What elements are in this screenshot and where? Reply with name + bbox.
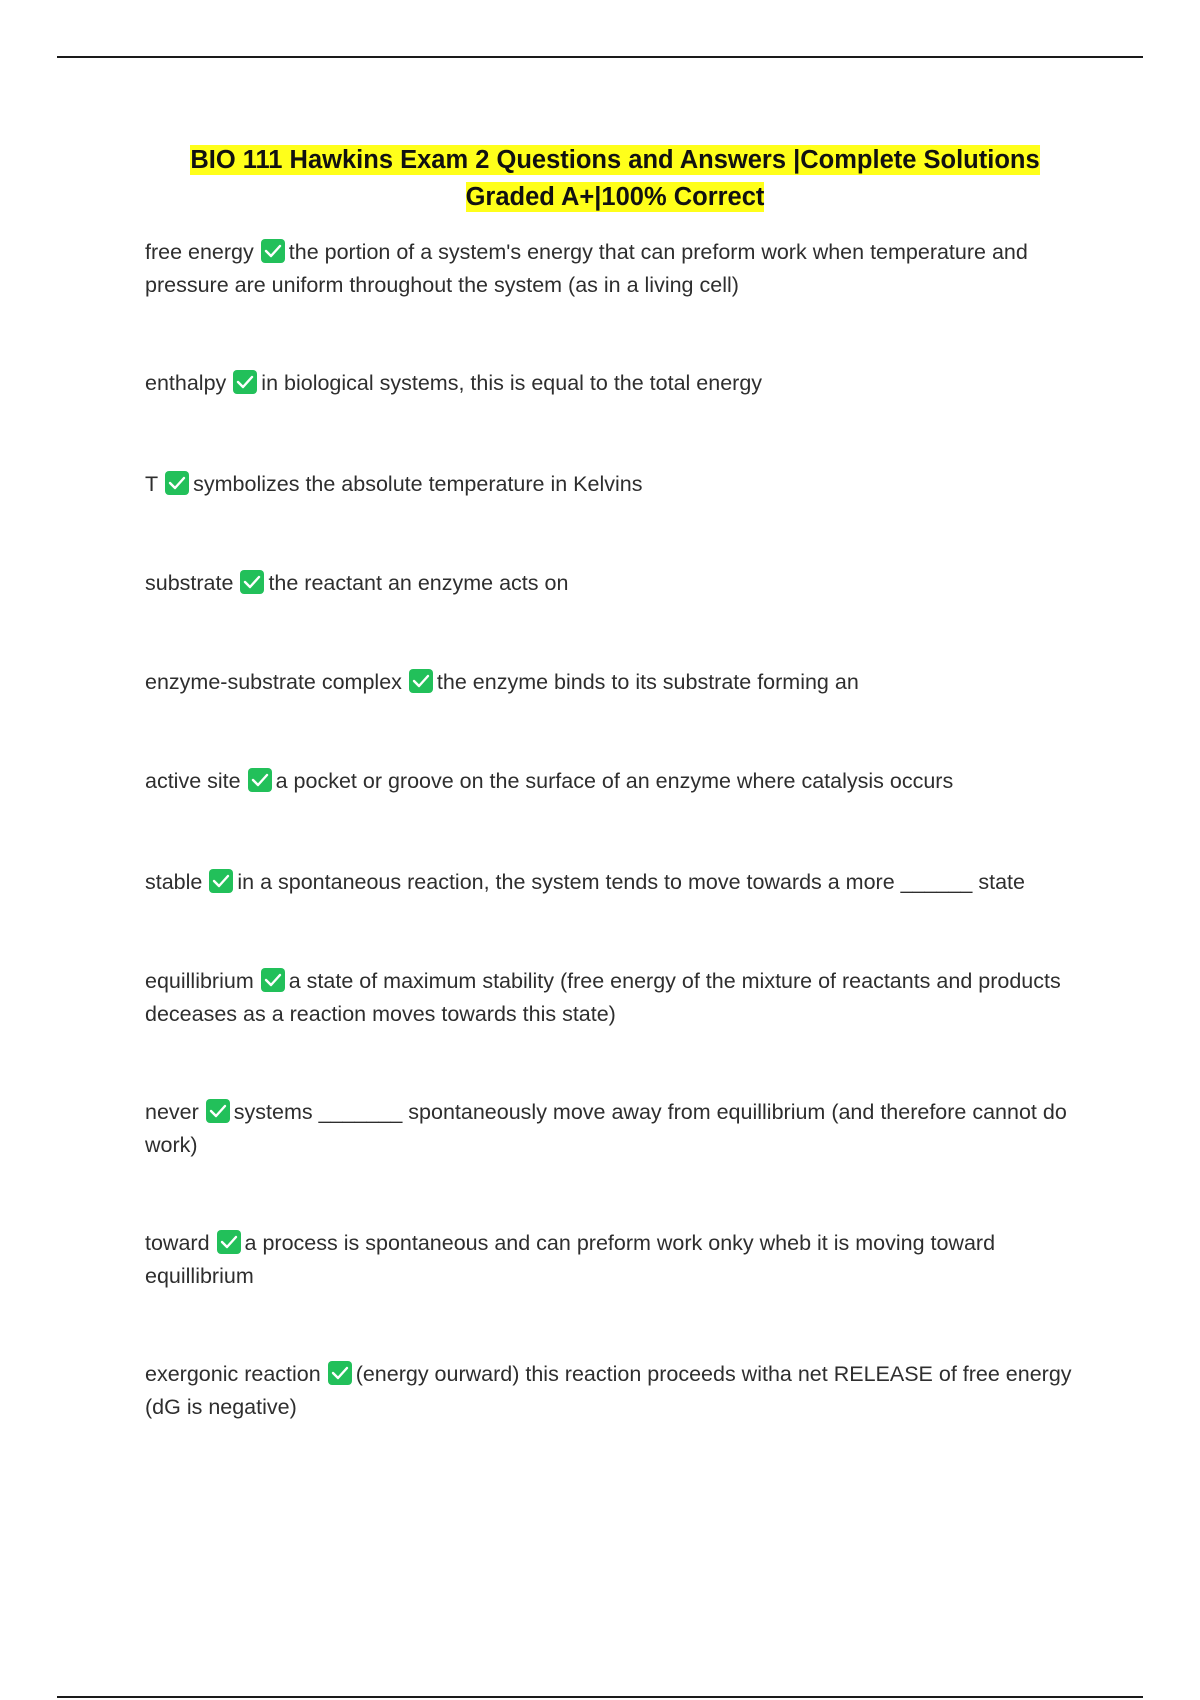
term: equillibrium xyxy=(145,969,254,993)
term: toward xyxy=(145,1231,210,1255)
qa-entry xyxy=(145,765,1075,798)
check-mark-icon xyxy=(165,471,189,495)
term: active site xyxy=(145,769,241,793)
term: stable xyxy=(145,870,203,894)
qa-entry xyxy=(145,468,1075,501)
qa-entry xyxy=(145,666,1075,699)
term: T xyxy=(145,472,159,496)
definition: the portion of a system's energy that can preform work when temperature and pressure are uniform throughout the system (as in a living cell) xyxy=(145,240,1028,297)
definition: in biological systems, this is equal to the total energy xyxy=(261,371,763,395)
definition: (energy ourward) this reaction proceeds witha net RELEASE of free energy (dG is negative) xyxy=(145,1362,1072,1419)
check-mark-icon xyxy=(217,1230,241,1254)
check-mark-icon xyxy=(209,869,233,893)
qa-entry xyxy=(145,1227,1075,1293)
definition: a pocket or groove on the surface of an enzyme where catalysis occurs xyxy=(275,769,954,793)
definition: systems _______ spontaneously move away from equillibrium (and therefore cannot do work) xyxy=(145,1100,1067,1157)
qa-entry xyxy=(145,965,1075,1031)
definition: a state of maximum stability (free energy of the mixture of reactants and products deceases as a reaction moves towards this state) xyxy=(145,969,1061,1026)
qa-entry xyxy=(145,1358,1075,1424)
document-title-text: BIO 111 Hawkins Exam 2 Questions and Answers |Complete Solutions Graded A+|100% Correct xyxy=(190,146,1040,211)
term: enthalpy xyxy=(145,371,227,395)
term: never xyxy=(145,1100,199,1124)
check-mark-icon xyxy=(261,968,285,992)
header-rule xyxy=(57,56,1143,58)
qa-entry xyxy=(145,567,1075,600)
check-mark-icon xyxy=(240,570,264,594)
definition: the enzyme binds to its substrate forming an xyxy=(436,670,859,694)
check-mark-icon xyxy=(261,239,285,263)
qa-entry xyxy=(145,236,1075,302)
qa-entry xyxy=(145,367,1075,400)
definition: in a spontaneous reaction, the system tends to move towards a more ______ state xyxy=(237,870,1025,894)
term: enzyme-substrate complex xyxy=(145,670,402,694)
check-mark-icon xyxy=(409,669,433,693)
footer-rule xyxy=(57,1696,1143,1698)
term: exergonic reaction xyxy=(145,1362,321,1386)
qa-entry xyxy=(145,1096,1075,1162)
term: free energy xyxy=(145,240,254,264)
definition: the reactant an enzyme acts on xyxy=(268,571,569,595)
term: substrate xyxy=(145,571,234,595)
definition: symbolizes the absolute temperature in Kelvins xyxy=(193,472,643,496)
check-mark-icon xyxy=(233,370,257,394)
check-mark-icon xyxy=(206,1099,230,1123)
check-mark-icon xyxy=(328,1361,352,1385)
qa-entry xyxy=(145,866,1075,899)
document-title xyxy=(145,142,1085,216)
check-mark-icon xyxy=(248,768,272,792)
definition: a process is spontaneous and can preform work onky wheb it is moving toward equillibrium xyxy=(145,1231,996,1288)
